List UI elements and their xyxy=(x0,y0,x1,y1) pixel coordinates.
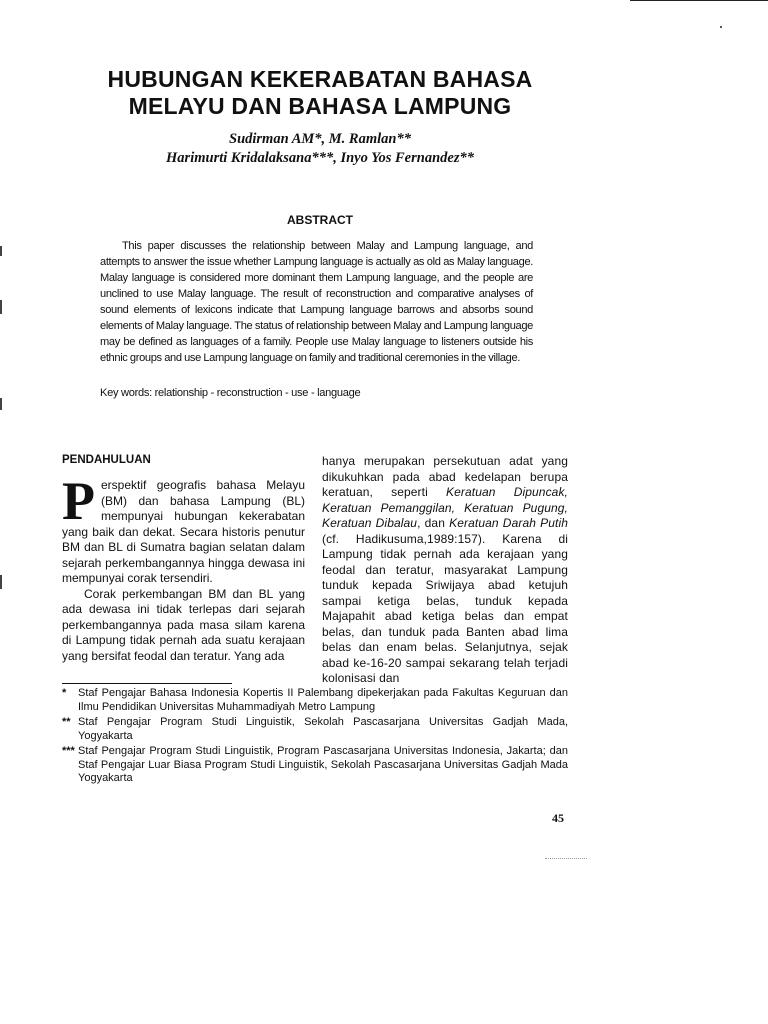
keratuan-names: Keratuan Dipuncak, Keratuan Pemanggilan, Keratuan Pugung, Keratuan Dibalau xyxy=(322,485,568,530)
body-paragraph: Corak perkembangan BM dan BL yang ada dewasa ini tidak terlepas dari sejarah perkembangannya pada masa silam karena di Lampung tidak pernah ada suatu kerajaan yang bersifat feodal dan teratur. Yang ada xyxy=(62,586,305,663)
abstract-heading: ABSTRACT xyxy=(287,213,353,227)
left-column xyxy=(62,471,305,664)
scan-mark xyxy=(0,300,2,314)
author-list xyxy=(60,130,580,168)
intro-paragraph-text: erspektif geografis bahasa Melayu (BM) dan bahasa Lampung (BL) mempunyai hubungan kekerabatan yang baik dan dekat. Secara historis penutur BM dan BL di Sumatra bagian selatan dalam sejarah perkembangannya hingga dewasa ini mempunyai corak tersendiri. xyxy=(62,478,305,585)
footnote xyxy=(62,716,568,743)
footnote-text: Staf Pengajar Program Studi Linguistik, Program Pascasarjana Universitas Indonesia, Jakarta; dan Staf Pengajar Luar Biasa Program Studi Linguistik, Sekolah Pascasarjana Universitas Gadjah Mada Yogyakarta xyxy=(78,745,568,784)
body-text: hanya merupakan persekutuan adat yang dikukuhkan pada abad kedelapan berupa keratuan, seperti xyxy=(322,454,568,499)
body-text: (cf. Hadikusuma,1989:157). Karena di Lampung tidak pernah ada kerajaan yang feodal dan teratur, masyarakat Lampung tunduk kepada Sriwijaya abad ketujuh sampai ketiga belas, tunduk kepada Majapahit abad ketiga belas dan empat belas, dan tunduk pada Banten abad lima belas dan enam belas. Selanjutnya, sejak abad ke-16-20 sampai sekarang telah terjadi kolonisasi dan xyxy=(322,531,568,685)
right-column xyxy=(322,454,568,687)
footnote xyxy=(62,745,568,786)
scan-mark xyxy=(0,575,2,589)
author-line: Sudirman AM*, M. Ramlan** xyxy=(229,131,411,147)
footnote xyxy=(62,687,568,714)
page-number: 45 xyxy=(552,811,564,825)
footnote-mark: * xyxy=(62,687,67,699)
section-heading: PENDAHULUAN xyxy=(62,454,151,466)
scan-mark xyxy=(0,398,2,410)
drop-cap: P xyxy=(62,471,95,531)
footnote-divider xyxy=(62,683,232,684)
scan-mark xyxy=(0,246,2,256)
paper-title: HUBUNGAN KEKERABATAN BAHASA MELAYU DAN BAHASA LAMPUNG xyxy=(107,66,533,119)
footnote-text: Staf Pengajar Bahasa Indonesia Kopertis II Palembang dipekerjakan pada Fakultas Keguruan dan Ilmu Pendidikan Universitas Muhammadiyah Metro Lampung xyxy=(78,687,568,713)
intro-paragraph xyxy=(62,471,305,587)
footnote-list xyxy=(62,687,568,788)
keratuan-name: Keratuan Darah Putih xyxy=(449,516,568,530)
body-paragraph xyxy=(322,454,568,687)
scan-speck xyxy=(545,858,587,859)
footnote-text: Staf Pengajar Program Studi Linguistik, Sekolah Pascasarjana Universitas Gadjah Mada, Yogyakarta xyxy=(78,716,568,742)
keywords: Key words: relationship - reconstruction - use - language xyxy=(100,387,361,399)
page-edge-line xyxy=(630,0,768,1)
body-text: , dan xyxy=(417,516,450,530)
abstract-body: This paper discusses the relationship between Malay and Lampung language, and attempts to answer the issue whether Lampung language is actually as old as Malay language. Malay language is considered more dominant them Lampung language, and the people are unclined to use Malay language. The result of reconstruction and comparative analyses of sound elements of lexicons indicate that Lampung language barrows and absorbs sound elements of Malay language. The status of relationship between Malay and Lampung language may be defined as languages of a family. People use Malay language to listeners outside his ethnic groups and use Lampung language on family and traditional ceremonies in the village. xyxy=(100,240,533,364)
footnote-mark: ** xyxy=(62,716,71,728)
author-line: Harimurti Kridalaksana***, Inyo Yos Fernandez** xyxy=(166,150,474,166)
scan-dot xyxy=(720,26,722,28)
footnote-mark: *** xyxy=(62,745,75,757)
